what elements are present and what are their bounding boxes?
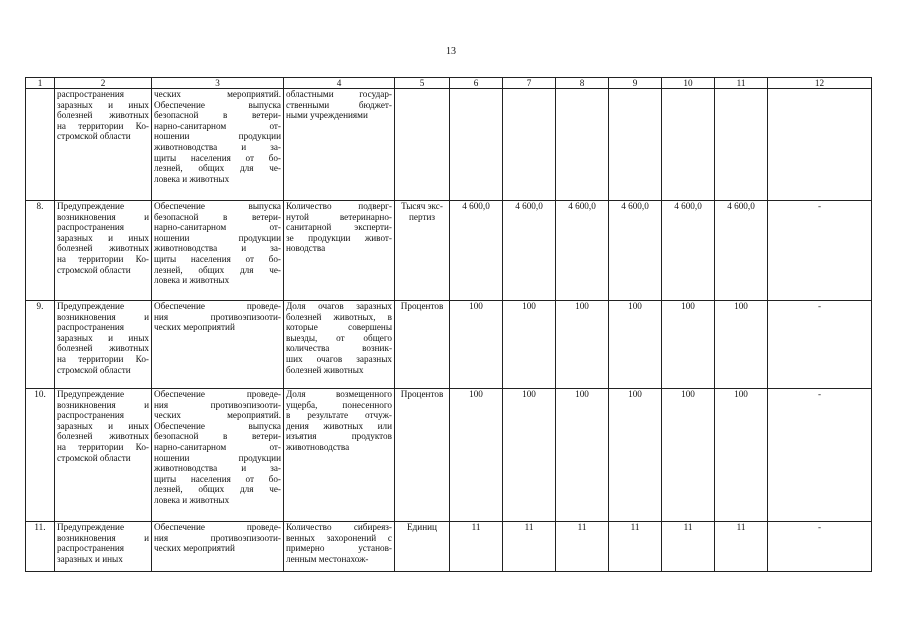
column-header: 5 — [395, 78, 450, 89]
cell-text-line: распространения — [57, 543, 125, 554]
value-cell: 4 600,0 — [450, 201, 503, 301]
unit-cell — [395, 301, 450, 389]
cell-text-line: ческих мероприятий — [154, 322, 235, 333]
value-cell: 4 600,0 — [556, 201, 609, 301]
value-cell: 100 — [662, 301, 715, 389]
cell-text-line: распространения — [57, 322, 125, 333]
cell-text-line: новодства — [286, 243, 326, 254]
cell-text-line: на территории Ко- — [57, 120, 149, 131]
value-cell: 100 — [503, 389, 556, 522]
cell-text-line: стромской области — [57, 364, 131, 375]
cell-text-line: ловека и животных — [154, 494, 230, 505]
task-cell — [152, 89, 284, 201]
cell-text-line: нарно-санитарном от- — [154, 120, 281, 131]
page-number: 13 — [446, 46, 456, 57]
cell-text-line: безопасной в ветери- — [154, 211, 281, 222]
goal-cell — [55, 301, 152, 389]
cell-text-line: на территории Ко- — [57, 441, 149, 452]
cell-text-line: Количество подверг- — [286, 201, 392, 211]
cell-text-line: Обеспечение проведе- — [154, 389, 281, 399]
cell-text-line: ношении продукции — [154, 232, 281, 243]
cell-text-line: возникновения и — [57, 532, 149, 543]
note-cell: - — [768, 301, 872, 389]
note-cell: - — [768, 522, 872, 572]
value-cell: 11 — [662, 522, 715, 572]
cell-text-line: возникновения и — [57, 211, 149, 222]
cell-text-line: распространения — [57, 89, 125, 99]
cell-text-line: лезней, общих для че- — [154, 484, 281, 495]
cell-text-line: санитарной эксперти- — [286, 222, 392, 233]
value-cell — [450, 89, 503, 201]
task-cell — [152, 522, 284, 572]
value-cell: 4 600,0 — [715, 201, 768, 301]
cell-text-line: заразных и иных — [57, 232, 149, 243]
cell-text-line: возникновения и — [57, 311, 149, 322]
value-cell — [556, 89, 609, 201]
cell-text-line: Процентов — [400, 301, 444, 311]
column-header: 10 — [662, 78, 715, 89]
cell-text-line: болезней животных — [57, 110, 149, 121]
cell-text-line: Процентов — [400, 389, 444, 399]
cell-text-line: количества возник- — [286, 343, 392, 354]
value-cell — [503, 89, 556, 201]
column-header: 12 — [768, 78, 872, 89]
task-cell — [152, 301, 284, 389]
note-cell — [768, 89, 872, 201]
note-cell: - — [768, 389, 872, 522]
cell-text-line: Обеспечение выпуска — [154, 99, 281, 110]
cell-text-line: болезней животных, в — [286, 311, 392, 322]
cell-text-line: Обеспечение проведе- — [154, 522, 281, 532]
cell-text-line: животноводства и за- — [154, 463, 281, 474]
cell-text-line: на территории Ко- — [57, 253, 149, 264]
cell-text-line: примерно установ- — [286, 543, 392, 554]
goal-cell — [55, 522, 152, 572]
value-cell: 100 — [503, 301, 556, 389]
table-row — [26, 201, 872, 301]
cell-text-line: животноводства и за- — [154, 141, 281, 152]
value-cell: 100 — [715, 389, 768, 522]
cell-text-line: ными учреждениями — [286, 110, 368, 121]
cell-text-line: областными государ- — [286, 89, 392, 99]
column-header: 4 — [284, 78, 395, 89]
cell-text-line: ния противоэпизооти- — [154, 399, 281, 410]
cell-text-line: ловека и животных — [154, 173, 230, 184]
value-cell: 100 — [609, 301, 662, 389]
table-row — [26, 89, 872, 201]
cell-text-line: болезней животных — [57, 431, 149, 442]
cell-text-line: на территории Ко- — [57, 353, 149, 364]
cell-text-line: животноводства — [286, 441, 350, 452]
table-row — [26, 389, 872, 522]
cell-text-line: заразных и иных — [57, 99, 149, 110]
value-cell: 100 — [450, 301, 503, 389]
cell-text-line: зе продукции живот- — [286, 232, 392, 243]
task-cell — [152, 201, 284, 301]
cell-text-line: распространения — [57, 410, 125, 421]
cell-text-line: Предупреждение — [57, 389, 125, 399]
cell-text-line: щиты населения от бо- — [154, 152, 281, 163]
cell-text-line: нарно-санитарном от- — [154, 441, 281, 452]
cell-text-line: ния противоэпизооти- — [154, 311, 281, 322]
value-cell: 11 — [715, 522, 768, 572]
data-table — [25, 77, 872, 572]
row-number-cell: 9. — [26, 301, 55, 389]
cell-text-line: ших очагов заразных — [286, 353, 392, 364]
unit-cell — [395, 389, 450, 522]
value-cell — [609, 89, 662, 201]
cell-text-line: ношении продукции — [154, 452, 281, 463]
cell-text-line: ущерба, понесенного — [286, 399, 392, 410]
cell-text-line: ленным местонахож- — [286, 553, 369, 564]
row-number-cell: 11. — [26, 522, 55, 572]
cell-text-line: болезней животных — [286, 364, 364, 375]
cell-text-line: ния противоэпизооти- — [154, 532, 281, 543]
cell-text-line: лезней, общих для че- — [154, 264, 281, 275]
value-cell: 11 — [609, 522, 662, 572]
cell-text-line: Количество сибиреяз- — [286, 522, 392, 532]
value-cell — [715, 89, 768, 201]
column-header: 11 — [715, 78, 768, 89]
cell-text-line: лезней, общих для че- — [154, 163, 281, 174]
value-cell: 100 — [662, 389, 715, 522]
cell-text-line: Предупреждение — [57, 201, 125, 211]
indicator-cell — [284, 201, 395, 301]
cell-text-line: изъятия продуктов — [286, 431, 392, 442]
value-cell: 100 — [609, 389, 662, 522]
cell-text-line: заразных и иных — [57, 332, 149, 343]
cell-text-line: стромской области — [57, 452, 131, 463]
unit-cell — [395, 522, 450, 572]
cell-text-line: заразных и иных — [57, 553, 123, 564]
goal-cell — [55, 201, 152, 301]
cell-text-line: Предупреждение — [57, 301, 125, 311]
indicator-cell — [284, 89, 395, 201]
cell-text-line: безопасной в ветери- — [154, 431, 281, 442]
value-cell: 100 — [715, 301, 768, 389]
cell-text-line: Тысяч экс- — [401, 201, 443, 211]
column-header: 3 — [152, 78, 284, 89]
value-cell: 11 — [450, 522, 503, 572]
row-number-cell — [26, 89, 55, 201]
value-cell: 11 — [556, 522, 609, 572]
goal-cell — [55, 89, 152, 201]
cell-text-line: Предупреждение — [57, 522, 125, 532]
indicator-cell — [284, 522, 395, 572]
cell-text-line: болезней животных — [57, 343, 149, 354]
indicator-cell — [284, 389, 395, 522]
row-number-cell: 10. — [26, 389, 55, 522]
cell-text-line: дения животных или — [286, 420, 392, 431]
cell-text-line: в результате отчуж- — [286, 410, 392, 421]
cell-text-line: безопасной в ветери- — [154, 110, 281, 121]
cell-text-line: нарно-санитарном от- — [154, 222, 281, 233]
table-body — [26, 89, 872, 572]
value-cell — [662, 89, 715, 201]
cell-text-line: которые совершены — [286, 322, 392, 333]
cell-text-line: стромской области — [57, 131, 131, 142]
table-header-row — [26, 78, 872, 89]
cell-text-line: выезды, от общего — [286, 332, 392, 343]
cell-text-line: Доля возмещенного — [286, 389, 392, 399]
cell-text-line: нутой ветеринарно- — [286, 211, 392, 222]
value-cell: 100 — [556, 389, 609, 522]
column-header: 8 — [556, 78, 609, 89]
cell-text-line: ческих мероприятий. — [154, 89, 281, 99]
column-header: 1 — [26, 78, 55, 89]
cell-text-line: ношении продукции — [154, 131, 281, 142]
cell-text-line: Единиц — [407, 522, 437, 532]
cell-text-line: пертиз — [408, 211, 436, 222]
cell-text-line: Обеспечение проведе- — [154, 301, 281, 311]
column-header: 6 — [450, 78, 503, 89]
cell-text-line: заразных и иных — [57, 420, 149, 431]
cell-text-line: ческих мероприятий — [154, 543, 235, 554]
unit-cell — [395, 89, 450, 201]
cell-text-line: венных захоронений с — [286, 532, 392, 543]
cell-text-line: ственными бюджет- — [286, 99, 392, 110]
table-row — [26, 522, 872, 572]
cell-text-line: Обеспечение выпуска — [154, 420, 281, 431]
cell-text-line: щиты населения от бо- — [154, 473, 281, 484]
cell-text-line: щиты населения от бо- — [154, 253, 281, 264]
cell-text-line: животноводства и за- — [154, 243, 281, 254]
value-cell: 100 — [450, 389, 503, 522]
note-cell: - — [768, 201, 872, 301]
value-cell: 4 600,0 — [503, 201, 556, 301]
cell-text-line: болезней животных — [57, 243, 149, 254]
value-cell: 4 600,0 — [609, 201, 662, 301]
cell-text-line: ческих мероприятий. — [154, 410, 281, 421]
cell-text-line: стромской области — [57, 264, 131, 275]
column-header: 9 — [609, 78, 662, 89]
cell-text-line: Обеспечение выпуска — [154, 201, 281, 211]
cell-text-line: Доля очагов заразных — [286, 301, 392, 311]
value-cell: 11 — [503, 522, 556, 572]
column-header: 7 — [503, 78, 556, 89]
row-number-cell: 8. — [26, 201, 55, 301]
cell-text-line: возникновения и — [57, 399, 149, 410]
column-header: 2 — [55, 78, 152, 89]
cell-text-line: распространения — [57, 222, 125, 233]
value-cell: 4 600,0 — [662, 201, 715, 301]
goal-cell — [55, 389, 152, 522]
indicator-cell — [284, 301, 395, 389]
cell-text-line: ловека и животных — [154, 275, 230, 286]
task-cell — [152, 389, 284, 522]
value-cell: 100 — [556, 301, 609, 389]
table-row — [26, 301, 872, 389]
unit-cell — [395, 201, 450, 301]
